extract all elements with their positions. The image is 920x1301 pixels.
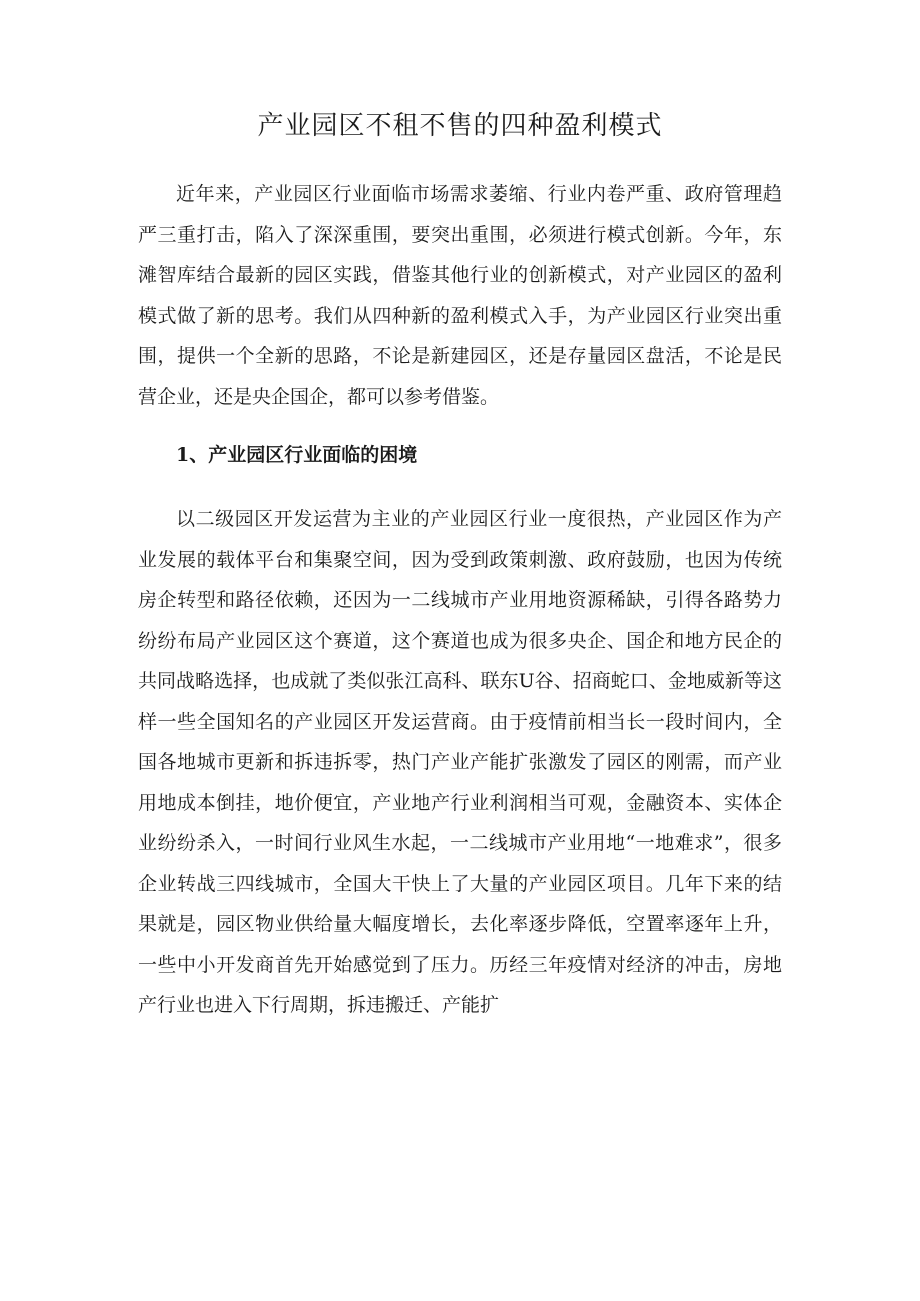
section-heading-1: 1、产业园区行业面临的困境 [176, 444, 418, 466]
intro-paragraph: 近年来，产业园区行业面临市场需求萎缩、行业内卷严重、政府管理趋严三重打击，陷入了深深重围，要突出重围，必须进行模式创新。今年，东滩智库结合最新的园区实践，借鉴其他行业的创新模式，对产业园区的盈利模式做了新的思考。我们从四种新的盈利模式入手，为产业园区行业突出重围，提供一个全新的思路，不论是新建园区，还是存量园区盘活，不论是民营企业，还是央企国企，都可以参考借鉴。 [138, 183, 782, 408]
document-title: 产业园区不租不售的四种盈利模式 [257, 111, 663, 141]
section-1-paragraph: 以二级园区开发运营为主业的产业园区行业一度很热，产业园区作为产业发展的载体平台和集聚空间，因为受到政策刺激、政府鼓励，也因为传统房企转型和路径依赖，还因为一二线城市产业用地资源稀缺，引得各路势力纷纷布局产业园区这个赛道，这个赛道也成为很多央企、国企和地方民企的共同战略选择，也成就了类似张江高科、联东U谷、招商蛇口、金地威新等这样一些全国知名的产业园区开发运营商。由于疫情前相当长一段时间内，全国各地城市更新和拆违拆零，热门产业产能扩张激发了园区的刚需，而产业用地成本倒挂，地价便宜，产业地产行业利润相当可观，金融资本、实体企业纷纷杀入，一时间行业风生水起，一二线城市产业用地“一地难求”，很多企业转战三四线城市，全国大干快上了大量的产业园区项目。几年下来的结果就是，园区物业供给量大幅度增长，去化率逐步降低，空置率逐年上升，一些中小开发商首先开始感觉到了压力。历经三年疫情对经济的冲击，房地产行业也进入下行周期，拆违搬迁、产能扩 [138, 508, 782, 1016]
